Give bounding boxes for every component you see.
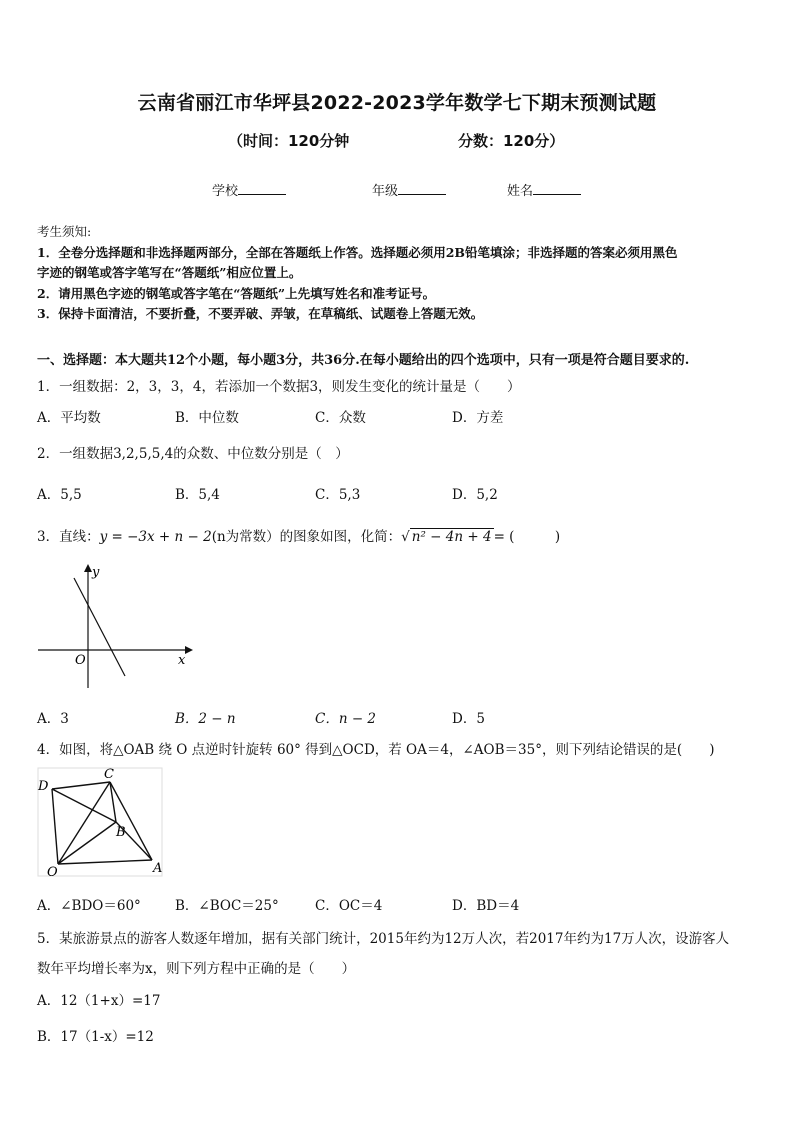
q1-option-c[interactable]: C．众数 [315,410,366,426]
grade-blank[interactable] [398,182,446,195]
question-4-stem: 4．如图，将△OAB 绕 O 点逆时针旋转 60° 得到△OCD，若 OA＝4，∠AOB＝35°，则下列结论错误的是( ) [37,742,715,758]
q2-option-a[interactable]: A．5,5 [37,487,82,503]
q4-option-b[interactable]: B．∠BOC＝25° [175,898,279,914]
question-2-stem: 2．一组数据3,2,5,5,4的众数、中位数分别是（ ） [37,446,349,462]
q2-option-b[interactable]: B．5,4 [175,487,220,503]
notice-item-3: 3．保持卡面清洁，不要折叠，不要弄破、弄皱，在草稿纸、试题卷上答题无效。 [37,306,484,321]
sqrt-symbol: √ [401,529,410,545]
school-blank[interactable] [238,182,286,195]
origin-label: O [75,653,86,668]
notice-item-2: 2．请用黑色字迹的钢笔或答字笔在“答题纸”上先填写姓名和准考证号。 [37,285,436,301]
exam-time: （时间：120分钟 [228,132,350,150]
q4-option-a[interactable]: A．∠BDO＝60° [37,898,141,914]
x-axis-label: x [178,653,186,668]
q4-option-d[interactable]: D．BD＝4 [452,898,520,914]
q5-stem-line-1: 5．某旅游景点的游客人数逐年增加，据有关部门统计，2015年约为12万人次，若2017年约为17万人次，设游客人 [37,931,730,947]
q1-option-b[interactable]: B．中位数 [175,410,239,426]
q2-option-c[interactable]: C．5,3 [315,487,361,503]
q3-option-a[interactable]: A．3 [37,711,69,727]
q3-stem-suffix: = ( ) [493,529,561,545]
q4-option-c[interactable]: C．OC＝4 [315,898,383,914]
q5-option-a[interactable]: A．12（1+x）=17 [37,993,161,1009]
exam-notice [37,222,762,325]
q3-stem-prefix: 3．直线： [37,529,100,545]
school-field[interactable] [212,180,286,199]
q5-stem-line-2: 数年平均增长率为x，则下列方程中正确的是（ ） [37,961,356,977]
question-3-stem [37,525,560,545]
segment-db [52,789,116,822]
point-o-label: O [47,865,58,880]
x-axis-arrow [185,646,193,654]
q3-stem-mid: (n为常数）的图象如图，化简： [211,529,402,545]
q3-equation: y = −3x + n − 2 [99,529,212,545]
name-blank[interactable] [533,182,581,195]
notice-item-1-cont: 字迹的钢笔或答字笔写在“答题纸”相应位置上。 [37,265,302,280]
segment-dc [52,782,110,789]
q3-graph [30,558,200,696]
notice-item-1: 1．全卷分选择题和非选择题两部分，全部在答题纸上作答。选择题必须用2B铅笔填涂；非选择题的答案必须用黑色 [37,244,678,260]
grade-label: 年级 [372,184,399,199]
grade-field[interactable] [372,180,446,199]
segment-oa [58,860,152,864]
q1-option-d[interactable]: D．方差 [452,410,504,426]
q3-option-d[interactable]: D．5 [452,711,485,727]
q1-option-a[interactable]: A．平均数 [37,410,101,426]
q4-figure [34,764,166,880]
y-axis-arrow [84,564,92,572]
segment-ob [58,822,116,864]
point-c-label: C [104,767,114,782]
question-1-stem: 1．一组数据：2，3，3，4，若添加一个数据3，则发生变化的统计量是（ ） [37,379,521,395]
q5-option-b[interactable]: B．17（1-x）=12 [37,1029,154,1045]
point-d-label: D [38,779,49,794]
paper-title: 云南省丽江市华坪县2022-2023学年数学七下期末预测试题 [137,92,657,114]
point-a-label: A [153,861,163,876]
school-label: 学校 [212,184,239,199]
segment-oc [58,782,110,864]
exam-score: 分数：120分） [458,132,565,150]
segment-od [52,789,58,864]
notice-heading: 考生须知: [37,224,92,239]
q3-radicand: n² − 4n + 4 [411,529,492,545]
point-b-label: B [116,825,126,840]
question-5-stem [37,927,762,977]
q2-option-d[interactable]: D．5,2 [452,487,498,503]
q3-option-c[interactable]: C．n − 2 [315,711,377,727]
name-field[interactable] [507,180,581,199]
name-label: 姓名 [507,184,534,199]
section-heading: 一、选择题：本大题共12个小题，每小题3分，共36分.在每小题给出的四个选项中，只有一项是符合题目要求的. [37,353,690,368]
q3-option-b[interactable]: B．2 − n [175,711,236,727]
y-axis-label: y [92,565,100,580]
